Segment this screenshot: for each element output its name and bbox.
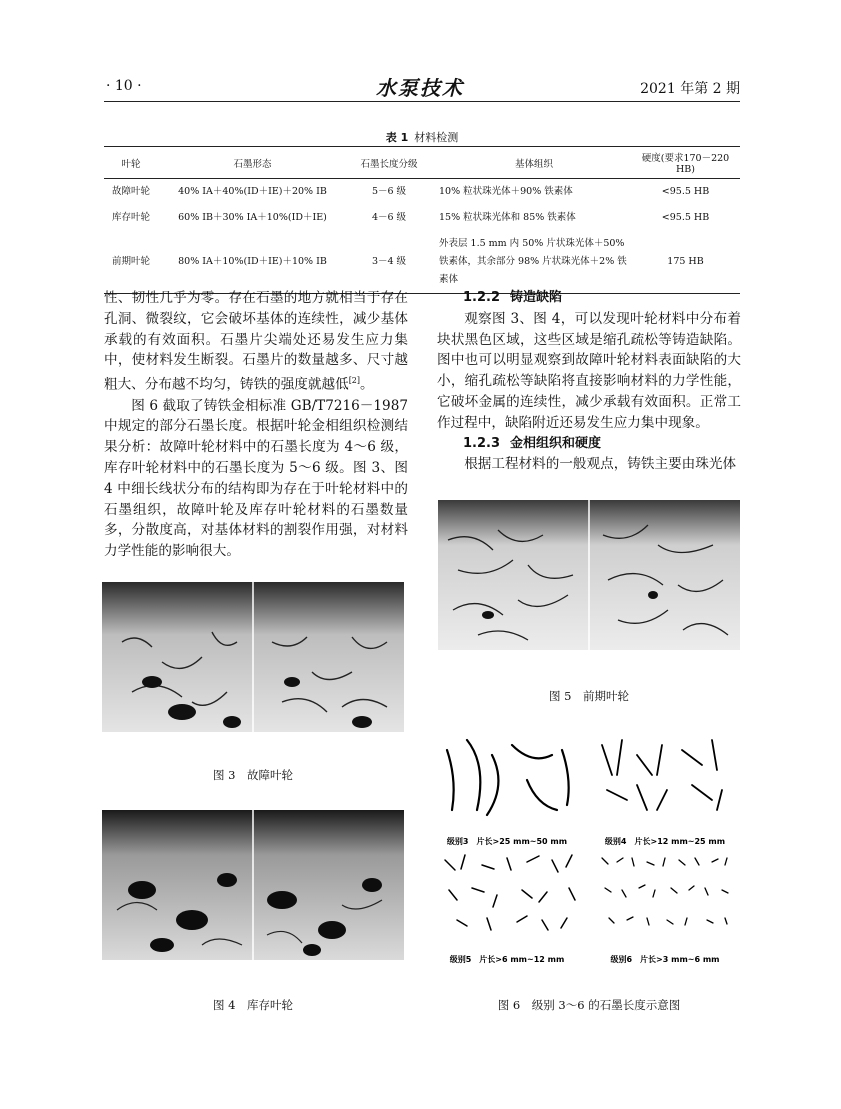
table-cell: 故障叶轮 <box>111 186 150 197</box>
figure-3-micrograph <box>102 582 404 732</box>
section-heading: 1.2.2 铸造缺陷 <box>463 290 563 305</box>
figure-6-caption: 图 6 级别 3～6 的石墨长度示意图 <box>497 998 681 1012</box>
col-header: 石墨长度分级 <box>347 147 431 179</box>
table-cell: 40% IA＋40%(ID＋IE)＋20% IB <box>178 186 327 197</box>
table-row <box>104 231 740 294</box>
paragraph: 观察图 3、图 4，可以发现叶轮材料中分布着块状黑色区域，这些区域是缩孔疏松等铸造缺陷。图中也可以明显观察到故障叶轮材料表面缺陷的大小，缩孔疏松等缺陷将直接影响材料的力学性能，它破坏金属的连续性，减少承载有效面积。正常工作过程中，缺陷附近还易发生应力集中现象。 <box>437 310 741 431</box>
col-header: 硬度(要求170－220 HB) <box>631 147 740 179</box>
table-cell: 4－6 级 <box>371 212 407 223</box>
table-cell: 前期叶轮 <box>104 231 158 294</box>
paragraph: 性、韧性几乎为零。存在石墨的地方就相当于存在孔洞、微裂纹，它会破坏基体的连续性，减少基体承载的有效面积。石墨片尖端处还易发生应力集中，使材料发生断裂。石墨片的数量越多、尺寸越粗大、分布越不均匀，铸铁的强度就越低[2]。 <box>104 290 408 393</box>
figure-3-caption: 图 3 故障叶轮 <box>213 768 293 782</box>
figure-4-micrograph <box>102 810 404 960</box>
issue-label: 2021 年第 2 期 <box>640 81 740 97</box>
journal-title: 水泵技术 <box>376 76 464 100</box>
section-heading: 1.2.3 金相组织和硬度 <box>463 435 602 451</box>
table-cell: 3－4 级 <box>347 231 431 294</box>
fig6-label-grade3: 级别3 片长>25 mm~50 mm <box>446 837 568 846</box>
fig6-label-grade4: 级别4 片长>12 mm~25 mm <box>604 837 726 846</box>
table-cell: 10% 粒状珠光体＋90% 铁素体 <box>439 186 573 197</box>
table-title: 材料检测 <box>414 131 459 144</box>
fig6-label-grade6: 级别6 片长>3 mm~6 mm <box>610 955 720 964</box>
table-cell: 15% 粒状珠光体和 85% 铁素体 <box>439 212 576 223</box>
figure-6-diagram <box>437 730 741 970</box>
material-table <box>104 146 740 294</box>
citation: [2] <box>348 376 361 386</box>
table-header-row <box>104 147 740 179</box>
table-cell: <95.5 HB <box>661 186 710 197</box>
col-header: 叶轮 <box>104 147 158 179</box>
paragraph: 图 6 截取了铸铁金相标准 GB/T7216－1987 中规定的部分石墨长度。根据叶轮金相组织检测结果分析：故障叶轮材料中的石墨长度为 4～6 级，库存叶轮材料中的石墨长度为 5～6 级。图 3、图 4 中细长线状分布的结构即为存在于叶轮材料中的石墨组织，故障叶轮及库存叶轮材料的石墨数量多，分散度高，对基体材料的割裂作用强，对材料力学性能的影响很大。 <box>104 397 408 560</box>
table-cell: 175 HB <box>631 231 740 294</box>
fig6-label-grade5: 级别5 片长>6 mm~12 mm <box>449 955 565 964</box>
figure-5-micrograph <box>438 500 740 650</box>
col-header: 石墨形态 <box>158 147 347 179</box>
table-number: 表 1 <box>385 131 409 144</box>
figure-5-caption: 图 5 前期叶轮 <box>549 689 629 703</box>
table-cell: 5－6 级 <box>371 186 407 197</box>
page-number: · 10 · <box>106 78 142 94</box>
table-cell: 60% IB＋30% IA＋10%(ID＋IE) <box>178 212 327 223</box>
right-column <box>437 288 741 475</box>
header-rule <box>104 101 740 102</box>
col-header: 基体组织 <box>431 147 631 179</box>
figure-4-caption: 图 4 库存叶轮 <box>213 998 293 1012</box>
table-cell: 80% IA＋10%(ID＋IE)＋10% IB <box>158 231 347 294</box>
table-row <box>104 205 740 231</box>
table-caption <box>104 129 740 145</box>
table-cell: <95.5 HB <box>661 212 710 223</box>
left-column <box>104 288 408 562</box>
table-row <box>104 179 740 206</box>
table-cell: 库存叶轮 <box>111 212 150 223</box>
table-cell: 外表层 1.5 mm 内 50% 片状珠光体＋50% 铁素体，其余部分 98% 片状珠光体＋2% 铁素体 <box>431 231 631 294</box>
paragraph: 根据工程材料的一般观点，铸铁主要由珠光体 <box>464 456 737 473</box>
